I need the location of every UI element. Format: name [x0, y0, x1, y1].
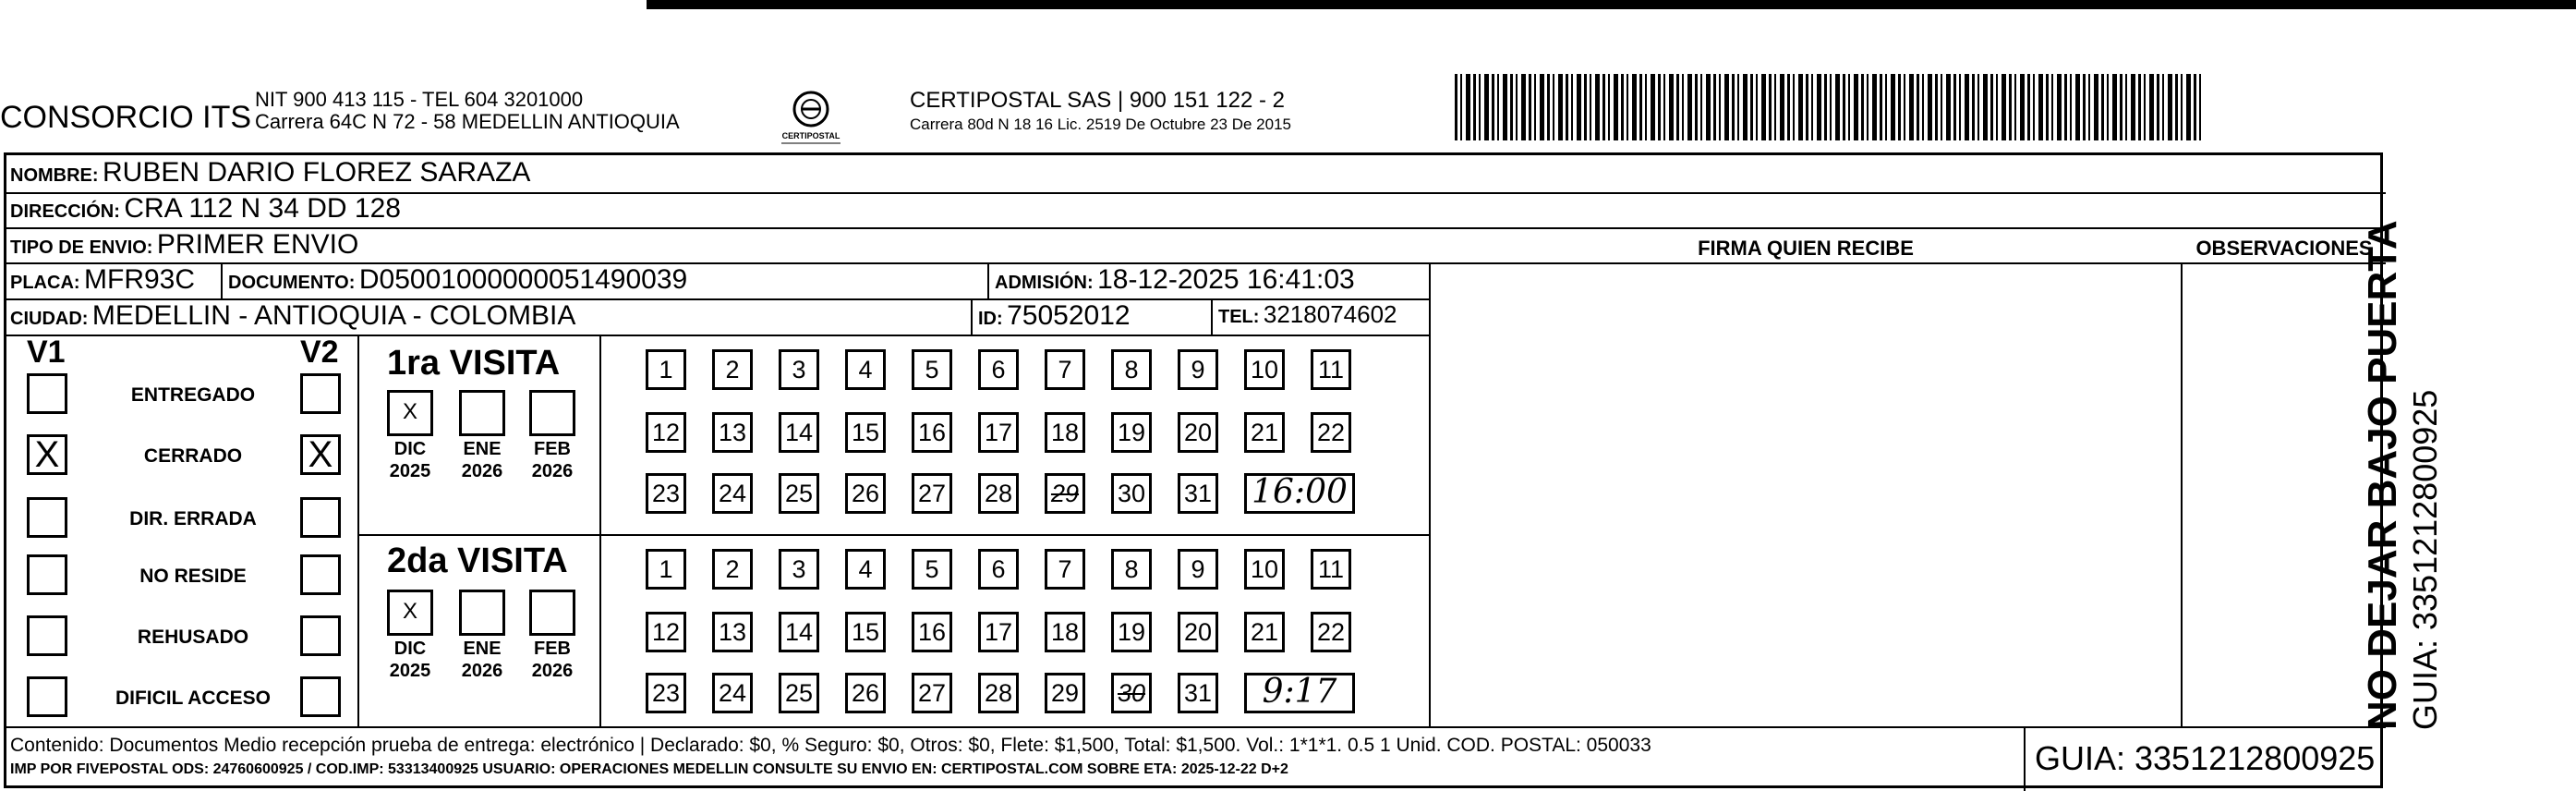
first-visit-day-16[interactable]: 16 [912, 412, 952, 453]
placa-label: PLACA: [10, 273, 80, 293]
second-visit-year-label-1: 2026 [461, 661, 503, 681]
second-visit-day-14[interactable]: 14 [779, 612, 819, 652]
first-visit-day-7[interactable]: 7 [1045, 349, 1085, 390]
second-visit-year-label-0: 2025 [389, 661, 431, 681]
direccion-label: DIRECCIÓN: [10, 201, 120, 222]
second-visit-day-4[interactable]: 4 [845, 549, 886, 590]
first-visit-day-11[interactable]: 11 [1311, 349, 1351, 390]
first-visit-day-20[interactable]: 20 [1178, 412, 1218, 453]
first-visit-day-24[interactable]: 24 [712, 473, 753, 514]
second-visit-day-16[interactable]: 16 [912, 612, 952, 652]
second-visit-day-27[interactable]: 27 [912, 673, 952, 713]
first-visit-year-label-0: 2025 [389, 461, 431, 481]
second-visit-day-11[interactable]: 11 [1311, 549, 1351, 590]
second-visit-day-9[interactable]: 9 [1178, 549, 1218, 590]
id-field [978, 300, 1131, 332]
nit-line: NIT 900 413 115 - TEL 604 3201000 [255, 88, 584, 111]
ciudad-field [10, 300, 575, 332]
tipo-envio-row [10, 229, 358, 261]
direccion-value: CRA 112 N 34 DD 128 [124, 193, 401, 224]
ciudad-label: CIUDAD: [10, 309, 89, 329]
v1-checkbox-1[interactable]: X [27, 434, 67, 475]
top-border [647, 0, 2576, 9]
first-visit-day-1[interactable]: 1 [646, 349, 686, 390]
first-visit-day-9[interactable]: 9 [1178, 349, 1218, 390]
placa-value: MFR93C [84, 264, 196, 295]
second-visit-day-24[interactable]: 24 [712, 673, 753, 713]
second-visit-month-label-2: FEB [534, 639, 571, 659]
second-visit-month-box-1[interactable] [459, 590, 505, 636]
v1-checkbox-2[interactable] [27, 497, 67, 538]
first-visit-day-22[interactable]: 22 [1311, 412, 1351, 453]
admision-field [995, 264, 1355, 296]
first-visit-day-8[interactable]: 8 [1111, 349, 1152, 390]
first-visit-year-label-1: 2026 [461, 461, 503, 481]
first-visit-day-14[interactable]: 14 [779, 412, 819, 453]
nombre-row [10, 157, 530, 189]
second-visit-day-31[interactable]: 31 [1178, 673, 1218, 713]
second-visit-day-12[interactable]: 12 [646, 612, 686, 652]
documento-field [228, 264, 687, 296]
first-visit-day-15[interactable]: 15 [845, 412, 886, 453]
first-visit-month-label-1: ENE [463, 439, 502, 459]
second-visit-day-13[interactable]: 13 [712, 612, 753, 652]
first-visit-day-17[interactable]: 17 [978, 412, 1019, 453]
v1-header: V1 [27, 335, 66, 370]
second-visit-day-19[interactable]: 19 [1111, 612, 1152, 652]
first-visit-day-19[interactable]: 19 [1111, 412, 1152, 453]
first-visit-day-10[interactable]: 10 [1244, 349, 1285, 390]
footer-print-info: IMP POR FIVEPOSTAL ODS: 24760600925 / COD.IMP: 53313400925 USUARIO: OPERACIONES MEDELLIN CONSULTE SU ENVIO EN: CERTIPOSTAL.COM SOBRE ETA: 2025-12-22 D+2 [10, 761, 1288, 777]
placa-field [10, 264, 195, 296]
side-notice [2360, 220, 2445, 730]
first-visit-day-6[interactable]: 6 [978, 349, 1019, 390]
first-visit-day-28[interactable]: 28 [978, 473, 1019, 514]
second-visit-day-8[interactable]: 8 [1111, 549, 1152, 590]
first-visit-day-31[interactable]: 31 [1178, 473, 1218, 514]
second-visit-month-box-2[interactable] [529, 590, 575, 636]
second-visit-day-17[interactable]: 17 [978, 612, 1019, 652]
first-visit-day-30[interactable]: 30 [1111, 473, 1152, 514]
footer-content: Contenido: Documentos Medio recepción prueba de entrega: electrónico | Declarado: $0, % Seguro: $0, Otros: $0, Flete: $1,500, Total: $1,500. Vol.: 1*1*1. 0.5 1 Unid. COD. POSTAL: 050033 [10, 735, 1651, 756]
second-visit-day-10[interactable]: 10 [1244, 549, 1285, 590]
first-visit-month-box-1[interactable] [459, 390, 505, 436]
second-visit-day-26[interactable]: 26 [845, 673, 886, 713]
second-visit-day-3[interactable]: 3 [779, 549, 819, 590]
v1-checkbox-5[interactable] [27, 676, 67, 717]
first-visit-month-label-0: DIC [393, 439, 427, 459]
first-visit-day-12[interactable]: 12 [646, 412, 686, 453]
v2-header: V2 [300, 335, 339, 370]
status-label-0: ENTREGADO [130, 384, 256, 406]
status-label-1: CERRADO [143, 445, 243, 467]
first-visit-day-2[interactable]: 2 [712, 349, 753, 390]
company-name: CONSORCIO ITS [0, 100, 252, 135]
admision-value: 18-12-2025 16:41:03 [1097, 264, 1355, 295]
first-visit-day-5[interactable]: 5 [912, 349, 952, 390]
first-visit-month-label-2: FEB [534, 439, 571, 459]
second-visit-day-20[interactable]: 20 [1178, 612, 1218, 652]
second-visit-month-label-1: ENE [463, 639, 502, 659]
first-visit-time-box[interactable]: 16:00 [1244, 473, 1355, 514]
tipo-envio-label: TIPO DE ENVIO: [10, 237, 153, 258]
v2-checkbox-3[interactable] [300, 554, 341, 595]
status-label-2: DIR. ERRADA [129, 508, 257, 529]
nombre-value: RUBEN DARIO FLOREZ SARAZA [103, 157, 531, 188]
second-visit-day-28[interactable]: 28 [978, 673, 1019, 713]
barcode [1455, 74, 2203, 140]
direccion-row [10, 193, 401, 225]
first-visit-year-label-2: 2026 [531, 461, 574, 481]
second-visit-day-23[interactable]: 23 [646, 673, 686, 713]
status-label-3: NO RESIDE [139, 566, 247, 587]
v1-checkbox-0[interactable] [27, 373, 67, 414]
side-guia: GUIA: 3351212800925 [2406, 389, 2444, 730]
admision-label: ADMISIÓN: [995, 273, 1094, 293]
second-visit-day-21[interactable]: 21 [1244, 612, 1285, 652]
v2-checkbox-1[interactable]: X [300, 434, 341, 475]
guia-number: GUIA: 3351212800925 [2035, 739, 2376, 777]
first-visit-day-26[interactable]: 26 [845, 473, 886, 514]
address-line: Carrera 64C N 72 - 58 MEDELLIN ANTIOQUIA [255, 110, 680, 133]
second-visit-day-30[interactable]: 30 [1111, 673, 1152, 713]
tel-value: 3218074602 [1263, 300, 1397, 328]
documento-value: D05001000000051490039 [358, 264, 688, 295]
second-visit-day-2[interactable]: 2 [712, 549, 753, 590]
first-visit-day-4[interactable]: 4 [845, 349, 886, 390]
first-visit-day-18[interactable]: 18 [1045, 412, 1085, 453]
second-visit-day-22[interactable]: 22 [1311, 612, 1351, 652]
firma-header: FIRMA QUIEN RECIBE [1698, 237, 1914, 260]
v1-checkbox-3[interactable] [27, 554, 67, 595]
second-visit-day-1[interactable]: 1 [646, 549, 686, 590]
first-visit-title: 1ra VISITA [387, 344, 561, 383]
first-visit-day-23[interactable]: 23 [646, 473, 686, 514]
first-visit-day-27[interactable]: 27 [912, 473, 952, 514]
second-visit-time-box[interactable]: 9:17 [1244, 673, 1355, 713]
observaciones-header: OBSERVACIONES [2195, 237, 2373, 260]
svg-text:CERTIPOSTAL: CERTIPOSTAL [781, 131, 841, 140]
first-visit-day-13[interactable]: 13 [712, 412, 753, 453]
second-visit-day-18[interactable]: 18 [1045, 612, 1085, 652]
second-visit-day-5[interactable]: 5 [912, 549, 952, 590]
delivery-form [4, 152, 2383, 788]
ciudad-value: MEDELLIN - ANTIOQUIA - COLOMBIA [91, 300, 576, 331]
tipo-envio-value: PRIMER ENVIO [156, 229, 359, 260]
status-label-4: REHUSADO [137, 627, 249, 648]
status-label-5: DIFICIL ACCESO [115, 688, 271, 709]
first-visit-day-29[interactable]: 29 [1045, 473, 1085, 514]
certipostal-license: Carrera 80d N 18 16 Lic. 2519 De Octubre 23 De 2015 [910, 116, 1291, 133]
first-visit-month-box-0[interactable]: X [387, 390, 433, 436]
tel-field [1218, 300, 1397, 329]
v2-checkbox-0[interactable] [300, 373, 341, 414]
v1-checkbox-4[interactable] [27, 615, 67, 656]
second-visit-day-6[interactable]: 6 [978, 549, 1019, 590]
first-visit-day-3[interactable]: 3 [779, 349, 819, 390]
documento-label: DOCUMENTO: [228, 273, 356, 293]
first-visit-day-21[interactable]: 21 [1244, 412, 1285, 453]
second-visit-month-box-0[interactable]: X [387, 590, 433, 636]
second-visit-day-7[interactable]: 7 [1045, 549, 1085, 590]
second-visit-year-label-2: 2026 [531, 661, 574, 681]
second-visit-day-15[interactable]: 15 [845, 612, 886, 652]
v2-checkbox-4[interactable] [300, 615, 341, 656]
first-visit-month-box-2[interactable] [529, 390, 575, 436]
id-label: ID: [978, 309, 1003, 329]
id-value: 75052012 [1007, 300, 1131, 331]
tel-label: TEL: [1218, 307, 1260, 327]
certipostal-details [910, 89, 1291, 137]
certipostal-logo [774, 85, 848, 159]
second-visit-month-label-0: DIC [393, 639, 427, 659]
no-dejar-label: NO DEJAR BAJO PUERTA [2360, 220, 2405, 730]
v2-checkbox-5[interactable] [300, 676, 341, 717]
nombre-label: NOMBRE: [10, 165, 99, 186]
second-visit-day-29[interactable]: 29 [1045, 673, 1085, 713]
second-visit-day-25[interactable]: 25 [779, 673, 819, 713]
second-visit-title: 2da VISITA [387, 542, 568, 580]
company-details [255, 89, 680, 133]
v2-checkbox-2[interactable] [300, 497, 341, 538]
certipostal-name: CERTIPOSTAL SAS | 900 151 122 - 2 [910, 88, 1285, 113]
first-visit-day-25[interactable]: 25 [779, 473, 819, 514]
